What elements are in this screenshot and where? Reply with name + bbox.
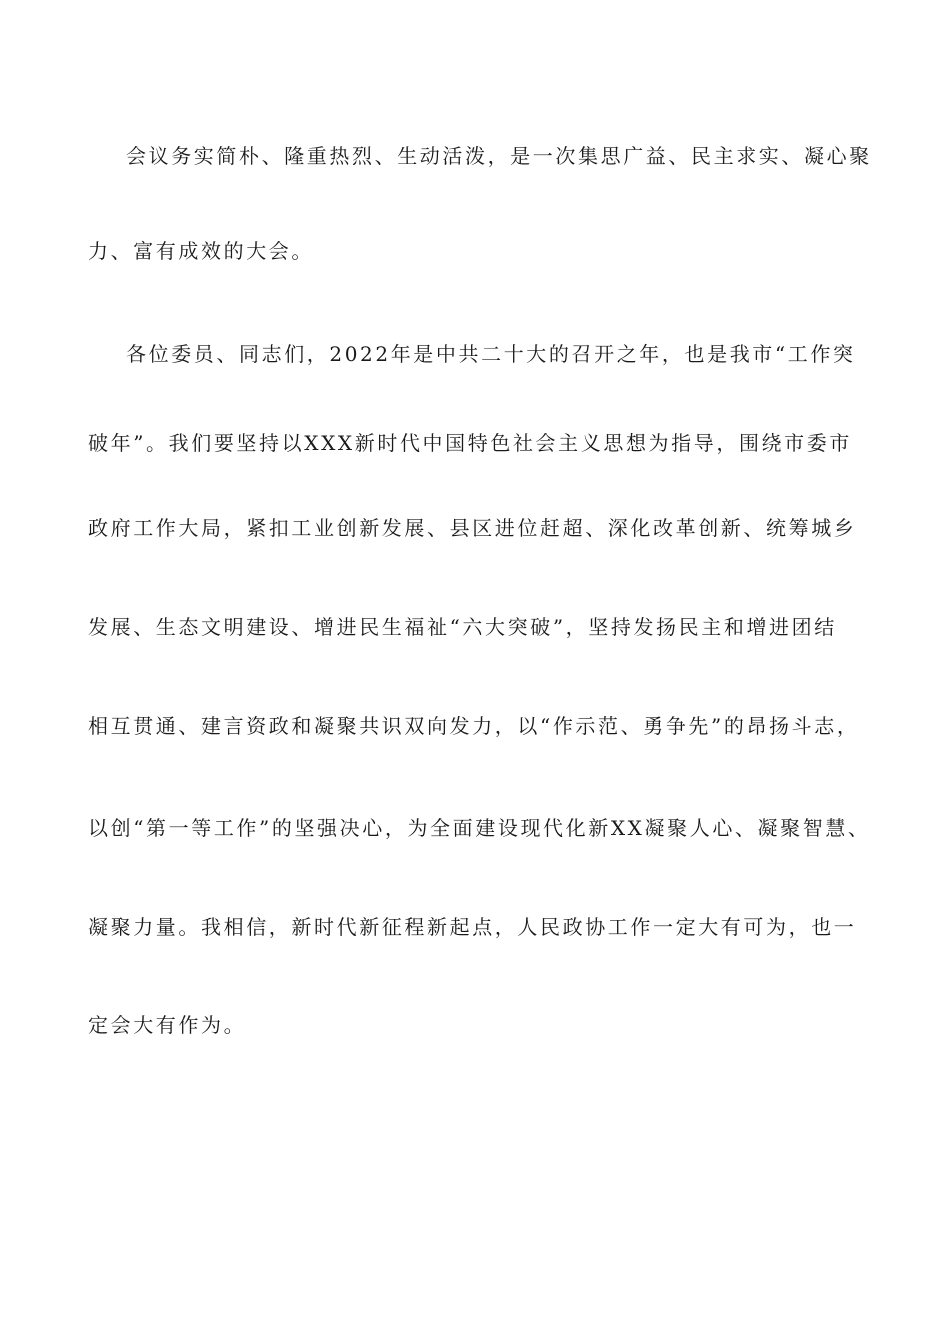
paragraph-2-line-6: 以创“第一等工作”的坚强决心，为全面建设现代化新XX凝聚人心、凝聚智慧、 <box>88 816 871 840</box>
paragraph-2-line-5: 相互贯通、建言资政和凝聚共识双向发力，以“作示范、勇争先”的昂扬斗志， <box>88 714 860 738</box>
paragraph-2-line-8: 定会大有作为。 <box>88 1013 247 1037</box>
paragraph-2-line-7: 凝聚力量。我相信，新时代新征程新起点，人民政协工作一定大有可为，也一 <box>88 915 857 939</box>
paragraph-1-line-2: 力、富有成效的大会。 <box>88 239 314 263</box>
paragraph-2-line-2: 破年”。我们要坚持以XXX新时代中国特色社会主义思想为指导，围绕市委市 <box>88 431 852 455</box>
paragraph-1-line-1: 会议务实简朴、隆重热烈、生动活泼，是一次集思广益、民主求实、凝心聚 <box>126 144 872 168</box>
paragraph-2-line-4: 发展、生态文明建设、增进民生福祉“六大突破”，坚持发扬民主和增进团结 <box>88 615 837 639</box>
paragraph-2-line-1: 各位委员、同志们，2022年是中共二十大的召开之年，也是我市“工作突 <box>126 342 856 366</box>
paragraph-2-line-3: 政府工作大局，紧扣工业创新发展、县区进位赶超、深化改革创新、统筹城乡 <box>88 516 857 540</box>
